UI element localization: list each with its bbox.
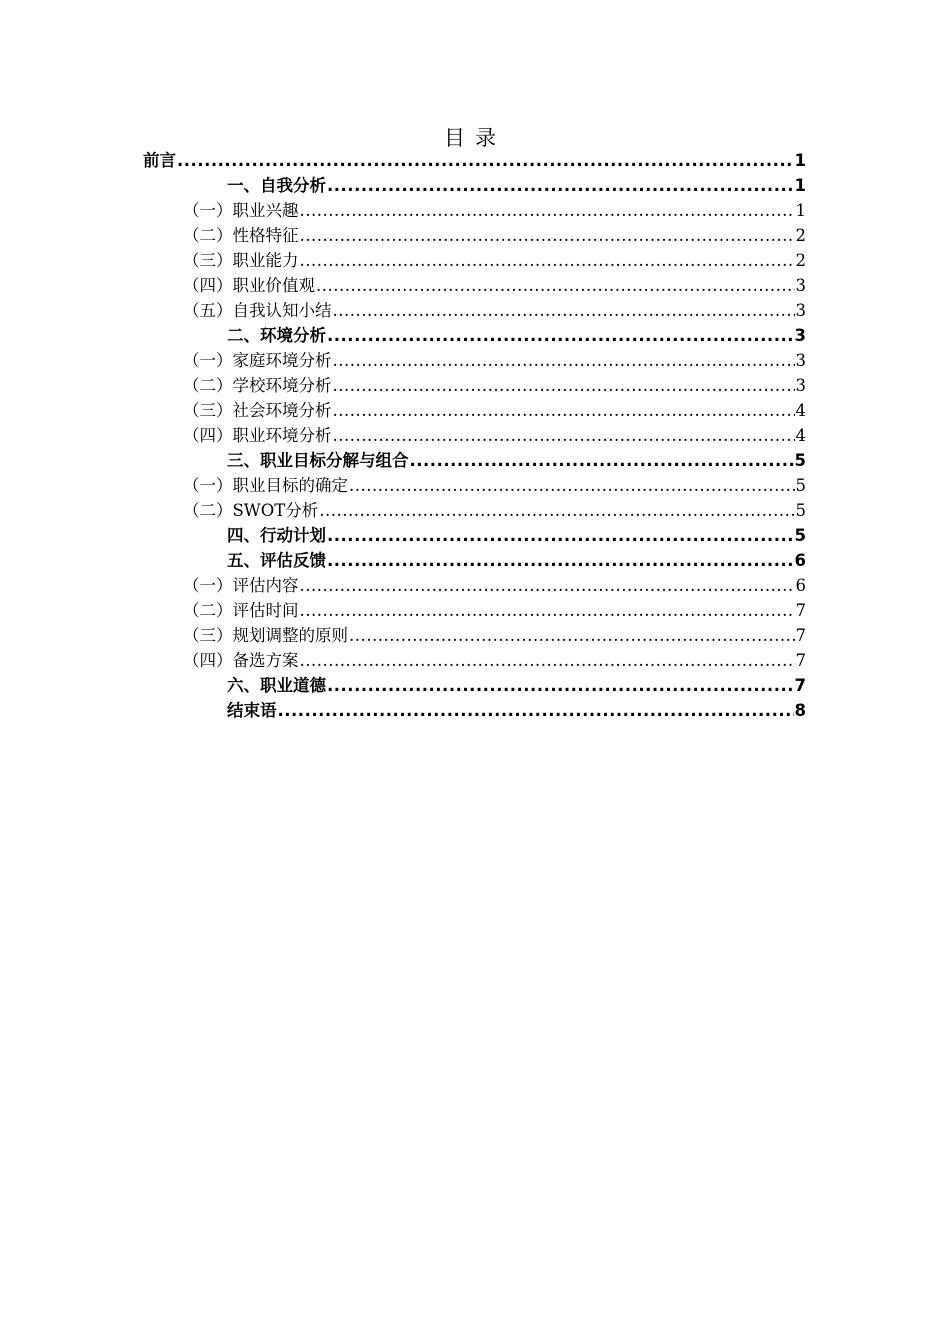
toc-entry-label: （一）职业目标的确定 (183, 476, 348, 495)
toc-entry[interactable] (227, 325, 806, 347)
toc-entry-page: 2 (795, 226, 806, 245)
toc-entry-page: 4 (795, 401, 806, 420)
toc-entry-page: 3 (795, 276, 806, 295)
toc-entry-page: 5 (795, 501, 806, 520)
toc-entry[interactable] (183, 400, 806, 422)
toc-entry[interactable] (183, 650, 806, 672)
toc-entry[interactable] (183, 350, 806, 372)
toc-entry[interactable] (143, 150, 806, 172)
toc-entry-page: 3 (795, 351, 806, 370)
toc-entry[interactable] (183, 225, 806, 247)
toc-leader-dots (300, 250, 795, 272)
toc-entry-label: （四）备选方案 (183, 651, 299, 670)
toc-leader-dots (300, 600, 795, 622)
toc-entry-label: （三）社会环境分析 (183, 401, 332, 420)
toc-entry-label: 二、环境分析 (227, 326, 326, 345)
toc-entry-page: 8 (794, 701, 806, 720)
toc-entry[interactable] (183, 250, 806, 272)
toc-entry-label: 一、自我分析 (227, 176, 326, 195)
toc-leader-dots (410, 450, 794, 472)
toc-leader-dots (300, 575, 795, 597)
toc-leader-dots (333, 300, 795, 322)
toc-entry-page: 1 (794, 151, 806, 170)
toc-entry[interactable] (183, 600, 806, 622)
toc-entry-label: （一）职业兴趣 (183, 201, 299, 220)
toc-entry-page: 7 (795, 601, 806, 620)
toc-leader-dots (300, 225, 795, 247)
toc-entry-page: 7 (795, 651, 806, 670)
toc-entry[interactable] (183, 200, 806, 222)
toc-entry-page: 3 (795, 301, 806, 320)
toc-entry-label: （二）学校环境分析 (183, 376, 332, 395)
toc-entry-label: 三、职业目标分解与组合 (227, 451, 409, 470)
toc-leader-dots (333, 375, 795, 397)
toc-entry[interactable] (183, 475, 806, 497)
toc-entry-label: （五）自我认知小结 (183, 301, 332, 320)
toc-entry-label: （三）规划调整的原则 (183, 626, 348, 645)
toc-entry[interactable] (183, 575, 806, 597)
toc-entry[interactable] (227, 700, 806, 722)
toc-entry-page: 1 (795, 201, 806, 220)
toc-entry[interactable] (227, 450, 806, 472)
toc-entry[interactable] (183, 500, 806, 522)
toc-leader-dots (278, 700, 794, 722)
toc-entry-page: 6 (795, 576, 806, 595)
toc-entry-label: 五、评估反馈 (227, 551, 326, 570)
toc-entry[interactable] (183, 625, 806, 647)
toc-entry-label: 前言 (143, 151, 176, 170)
toc-entry-page: 7 (795, 626, 806, 645)
toc-entry-label: （二）性格特征 (183, 226, 299, 245)
toc-leader-dots (349, 625, 795, 647)
toc-entry-label: 六、职业道德 (227, 676, 326, 695)
toc-title: 目录 (444, 126, 506, 150)
toc-entry-page: 5 (794, 451, 806, 470)
toc-entry-label: 结束语 (227, 701, 277, 720)
toc-entry[interactable] (183, 425, 806, 447)
toc-entry-label: （四）职业价值观 (183, 276, 315, 295)
toc-leader-dots (327, 325, 794, 347)
toc-entry-label: （一）评估内容 (183, 576, 299, 595)
toc-leader-dots (300, 650, 795, 672)
toc-leader-dots (333, 350, 795, 372)
toc-entry-label: （二）评估时间 (183, 601, 299, 620)
toc-entry-page: 5 (795, 476, 806, 495)
toc-entry[interactable] (183, 275, 806, 297)
toc-entry[interactable] (227, 550, 806, 572)
toc-entry-label: （二）SWOT分析 (183, 501, 319, 520)
toc-entry[interactable] (227, 525, 806, 547)
toc-leader-dots (333, 425, 795, 447)
toc-entry-page: 2 (795, 251, 806, 270)
toc-leader-dots (327, 175, 794, 197)
toc-leader-dots (319, 500, 794, 522)
toc-leader-dots (327, 550, 794, 572)
toc-leader-dots (177, 150, 794, 172)
toc-entry[interactable] (227, 675, 806, 697)
toc-leader-dots (327, 525, 794, 547)
toc-entry-label: （四）职业环境分析 (183, 426, 332, 445)
toc-entry-page: 7 (794, 676, 806, 695)
toc-leader-dots (300, 200, 795, 222)
toc-leader-dots (333, 400, 795, 422)
toc-entry[interactable] (183, 375, 806, 397)
toc-entry-page: 5 (794, 526, 806, 545)
toc-entry-page: 4 (795, 426, 806, 445)
toc-entry-page: 3 (795, 376, 806, 395)
toc-entry-page: 3 (794, 326, 806, 345)
toc-leader-dots (327, 675, 794, 697)
toc-entry-label: （一）家庭环境分析 (183, 351, 332, 370)
toc-entry-page: 1 (794, 176, 806, 195)
toc-leader-dots (316, 275, 795, 297)
toc-entry-label: 四、行动计划 (227, 526, 326, 545)
toc-entry-page: 6 (794, 551, 806, 570)
toc-leader-dots (349, 475, 795, 497)
toc-entry[interactable] (227, 175, 806, 197)
toc-entry[interactable] (183, 300, 806, 322)
toc-entry-label: （三）职业能力 (183, 251, 299, 270)
